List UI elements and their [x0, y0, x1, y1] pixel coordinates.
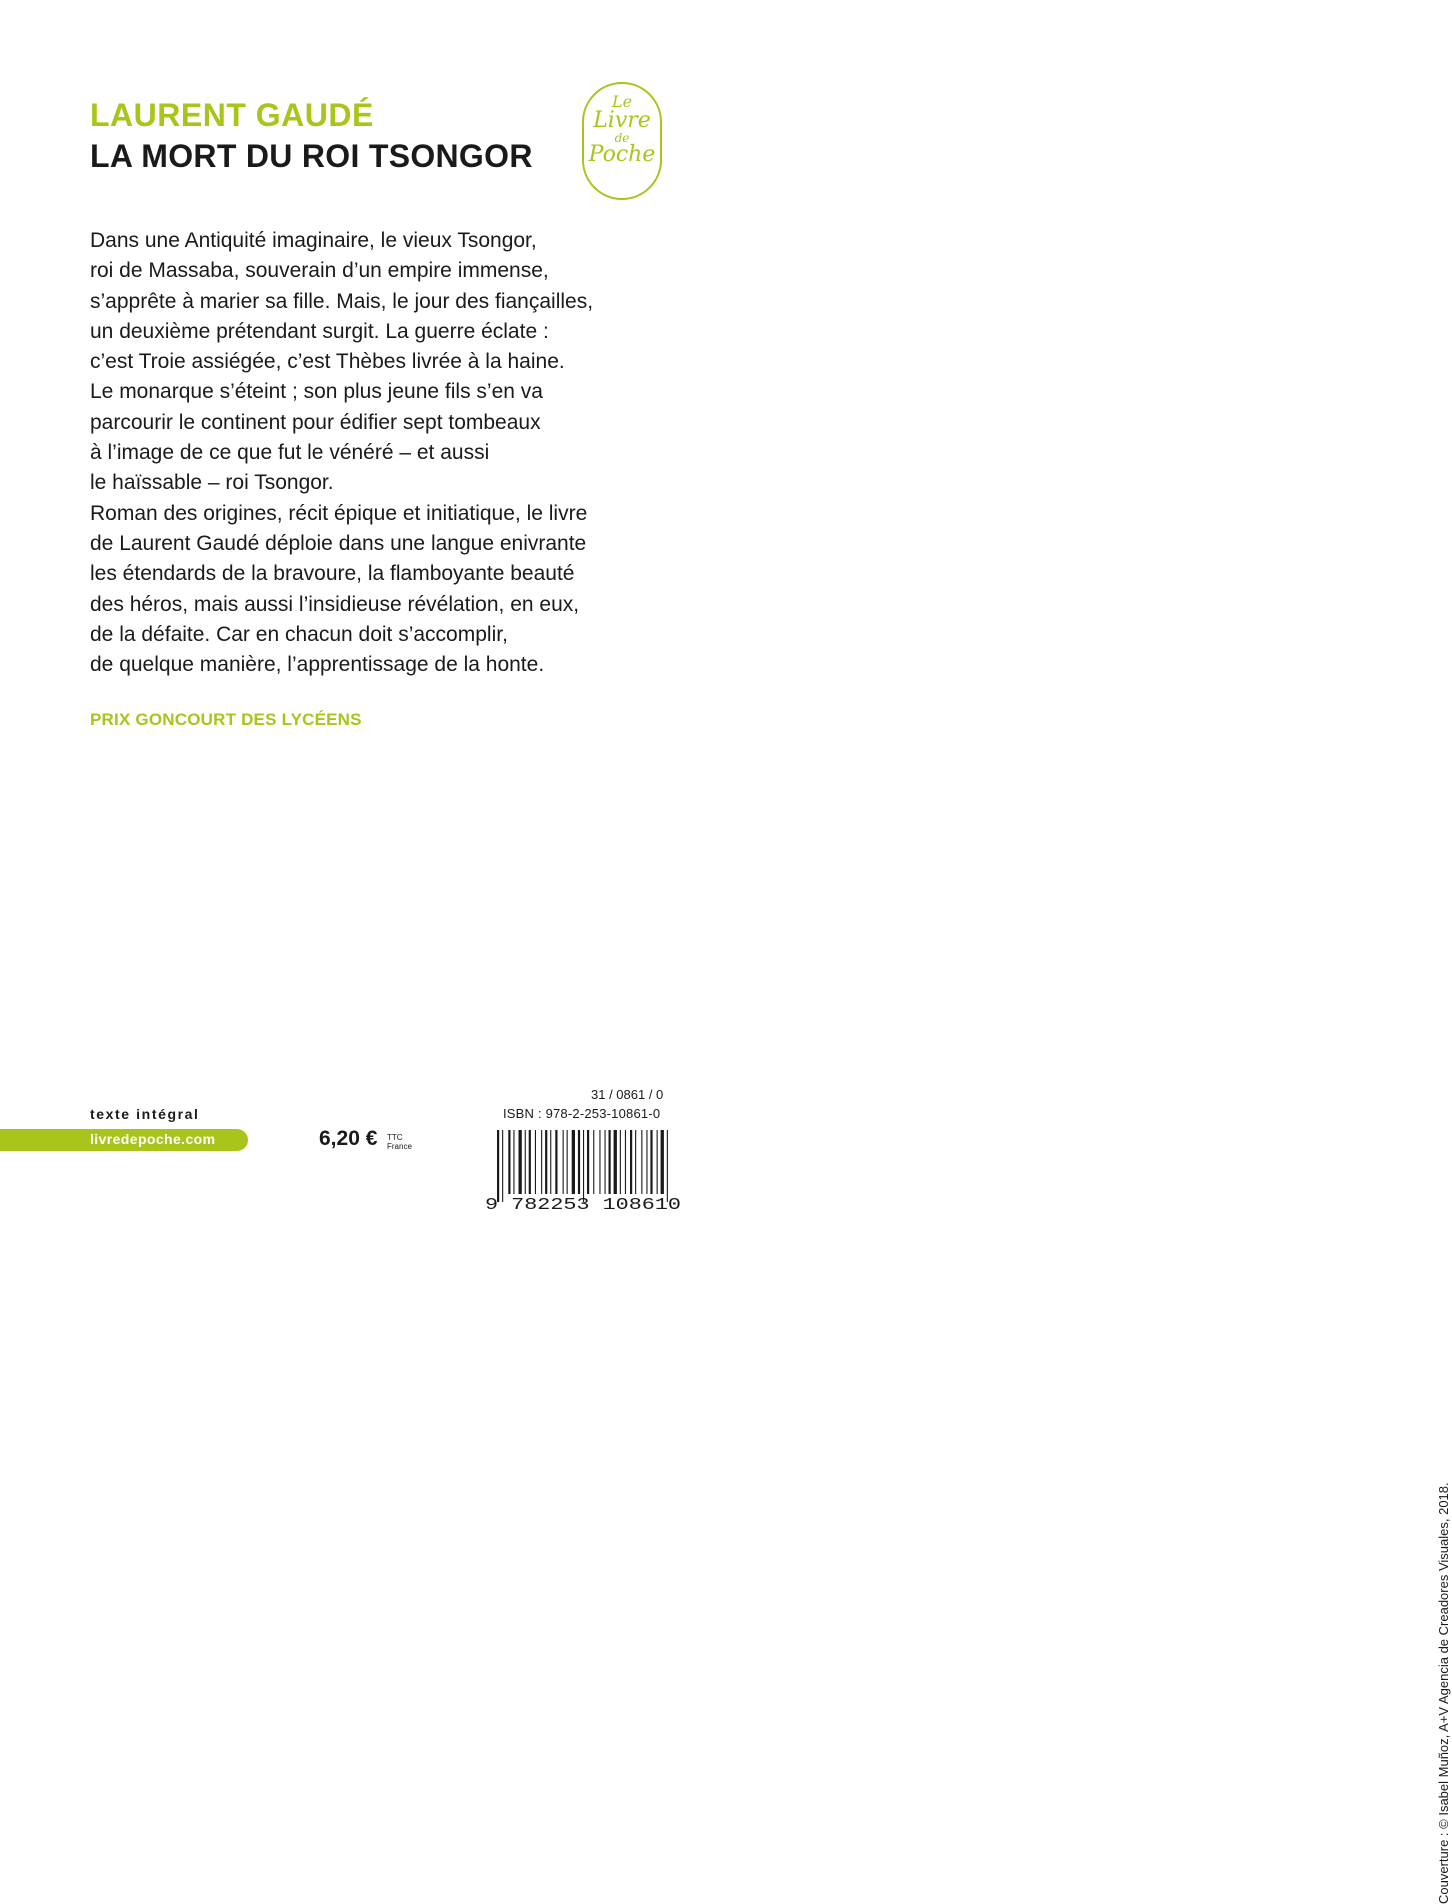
- blurb-line: s’apprête à marier sa fille. Mais, le jour des fiançailles,: [90, 289, 594, 313]
- barcode-bar: [635, 1130, 636, 1194]
- logo-line-livre: Livre: [593, 108, 651, 133]
- barcode-bar: [567, 1130, 568, 1194]
- blurb-line: de la défaite. Car en chacun doit s’accomplir,: [90, 622, 508, 646]
- barcode-bar: [572, 1130, 575, 1194]
- barcode-bar: [513, 1130, 514, 1194]
- book-blurb: [90, 226, 690, 680]
- barcode-bar: [609, 1130, 611, 1194]
- catalog-code: 31 / 0861 / 0: [591, 1087, 664, 1102]
- barcode-bar: [555, 1130, 557, 1194]
- blurb-line: le haïssable – roi Tsongor.: [90, 471, 334, 495]
- blurb-line: roi de Massaba, souverain d’un empire immense,: [90, 259, 549, 283]
- price-note-france: France: [387, 1142, 412, 1151]
- barcode-bar: [529, 1130, 531, 1194]
- barcode-bar: [508, 1130, 510, 1194]
- barcode-bar: [502, 1130, 503, 1202]
- barcode-bar: [641, 1130, 642, 1194]
- barcode-bar: [667, 1130, 668, 1202]
- barcode-bar: [646, 1130, 647, 1194]
- texte-integral-label: texte intégral: [90, 1106, 200, 1122]
- barcode-bar: [625, 1130, 626, 1194]
- blurb-line: les étendards de la bravoure, la flamboyante beauté: [90, 562, 575, 586]
- barcode-bar: [525, 1130, 526, 1194]
- barcode-bar: [614, 1130, 617, 1194]
- barcode-bar: [630, 1130, 632, 1194]
- cover-credit-wrap: [709, 742, 1451, 1904]
- barcode-bar: [620, 1130, 621, 1194]
- barcode-bar: [550, 1130, 551, 1194]
- blurb-line: de quelque manière, l’apprentissage de la honte.: [90, 653, 545, 677]
- barcode-bar: [519, 1130, 522, 1194]
- blurb-line: Le monarque s’éteint ; son plus jeune fils s’en va: [90, 380, 543, 404]
- website-link[interactable]: livredepoche.com: [90, 1131, 216, 1147]
- barcode-bar: [605, 1130, 606, 1194]
- barcode-bar: [578, 1130, 580, 1194]
- barcode-bar: [599, 1130, 600, 1194]
- barcode-bar: [563, 1130, 564, 1194]
- cover-credit: Couverture : © Isabel Muñoz, A+V Agencia de Creadores Visuales, 2018.: [1436, 1482, 1451, 1904]
- price: 6,20 €: [319, 1127, 378, 1150]
- blurb-line: Roman des origines, récit épique et initiatique, le livre: [90, 501, 588, 525]
- blurb-line: parcourir le continent pour édifier sept tombeaux: [90, 410, 541, 434]
- blurb-line: à l’image de ce que fut le vénéré – et aussi: [90, 441, 490, 465]
- website-banner[interactable]: [0, 1129, 248, 1151]
- barcode-bar: [541, 1130, 542, 1194]
- barcode-bar: [657, 1130, 658, 1194]
- logo-line-de: de: [614, 131, 630, 145]
- barcode-bar: [650, 1130, 652, 1194]
- blurb-line: des héros, mais aussi l’insidieuse révélation, en eux,: [90, 592, 580, 616]
- prize-label: PRIX GONCOURT DES LYCÉENS: [90, 710, 362, 729]
- barcode-bar: [535, 1130, 536, 1194]
- barcode-bar: [583, 1130, 584, 1202]
- le-livre-de-poche-logo: [582, 82, 662, 200]
- barcode-bar: [587, 1130, 589, 1194]
- barcode-bar: [497, 1130, 499, 1202]
- book-title: LA MORT DU ROI TSONGOR: [90, 138, 533, 174]
- blurb-line: un deuxième prétendant surgit. La guerre éclate :: [90, 319, 549, 343]
- barcode-digits: 9 782253 108610: [485, 1196, 681, 1215]
- barcode-bar: [545, 1130, 547, 1194]
- price-note-ttc: TTC: [387, 1133, 403, 1142]
- barcode-bar: [593, 1130, 594, 1194]
- logo-line-le: Le: [611, 92, 633, 111]
- logo-line-poche: Poche: [588, 142, 656, 167]
- author-name: LAURENT GAUDÉ: [90, 97, 374, 133]
- price-note: [387, 1133, 412, 1151]
- blurb-line: c’est Troie assiégée, c’est Thèbes livrée à la haine.: [90, 350, 565, 374]
- barcode: [483, 1130, 683, 1215]
- barcode-bar: [661, 1130, 664, 1194]
- blurb-line: Dans une Antiquité imaginaire, le vieux Tsongor,: [90, 229, 537, 252]
- blurb-line: de Laurent Gaudé déploie dans une langue enivrante: [90, 531, 587, 555]
- isbn-label: ISBN : 978-2-253-10861-0: [503, 1106, 661, 1121]
